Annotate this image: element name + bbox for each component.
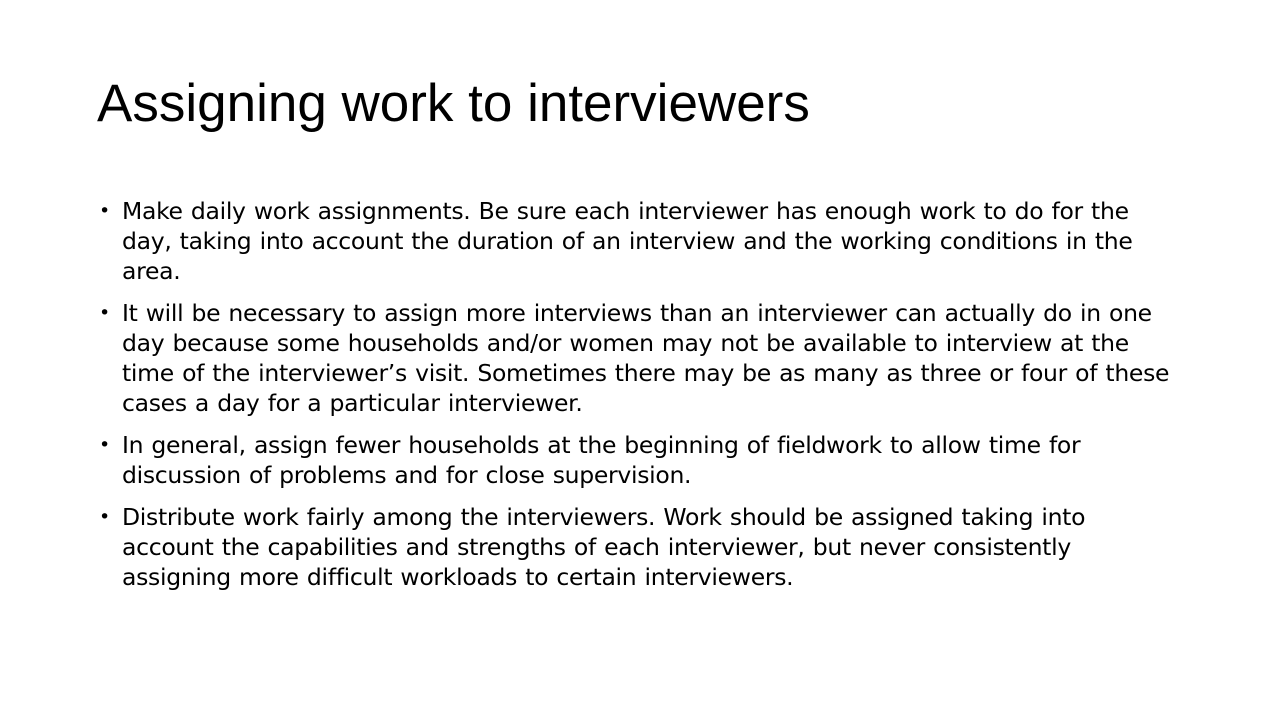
bullet-icon: • (99, 434, 111, 456)
bullet-icon: • (99, 302, 111, 324)
bullet-text: It will be necessary to assign more interviews than an interviewer can actually do in one day because some households and/or women may not be available to interview at the time of the interviewer’s visit. Sometimes there may be as many as three or four of these cases a day for a particular interviewer. (122, 299, 1170, 417)
bullet-text: Make daily work assignments. Be sure each interviewer has enough work to do for the day, taking into account the duration of an interview and the working conditions in the area. (122, 197, 1133, 285)
bullet-icon: • (99, 200, 111, 222)
bullet-item (0, 298, 1182, 418)
slide-title: Assigning work to interviewers (97, 74, 810, 133)
bullet-list (0, 196, 1280, 604)
bullet-item (0, 430, 1182, 490)
bullet-text: In general, assign fewer households at the beginning of fieldwork to allow time for discussion of problems and for close supervision. (122, 431, 1081, 489)
bullet-text: Distribute work fairly among the interviewers. Work should be assigned taking into account the capabilities and strengths of each interviewer, but never consistently assigning more difficult workloads to certain interviewers. (122, 503, 1086, 591)
bullet-item (0, 196, 1182, 286)
bullet-item (0, 502, 1182, 592)
bullet-icon: • (99, 506, 111, 528)
